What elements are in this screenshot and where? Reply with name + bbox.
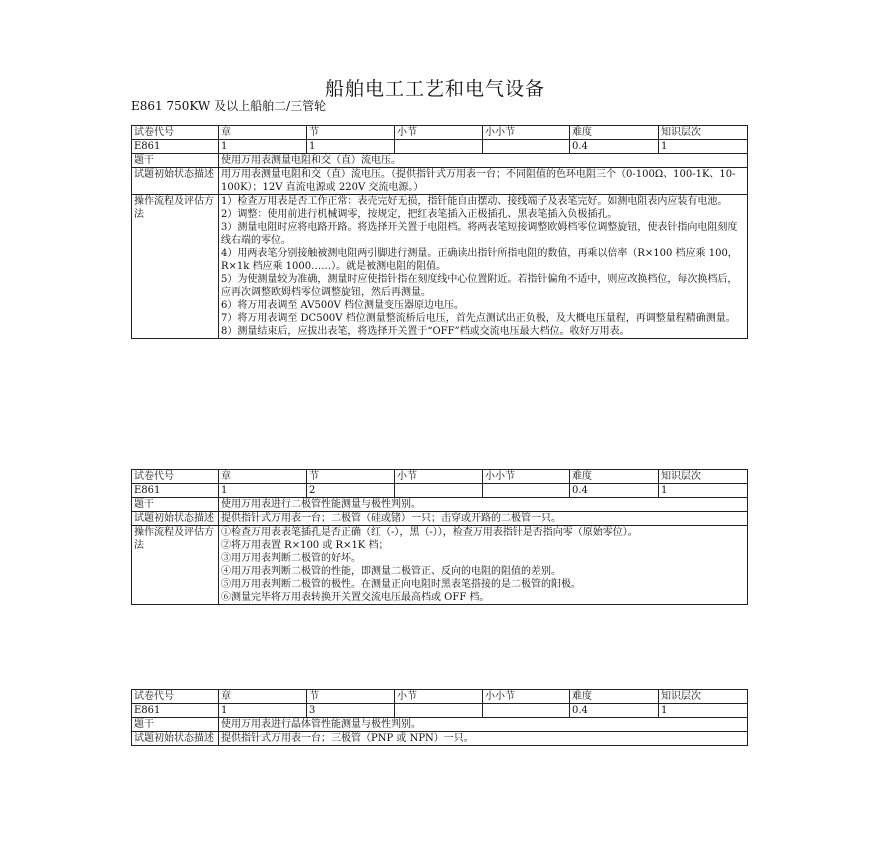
header-cell: 小节 <box>395 690 483 704</box>
step-line: 3）测量电阻时应将电路开路。将选择开关置于电阻档。将两表笔短接调整欧姆档零位调整旋钮，使表针指向电阻刻度线右端的零位。 <box>221 222 738 246</box>
header-cell: 难度 <box>570 470 659 484</box>
step-line: 7）将万用表调至 DC500V 档位测量整流桥后电压，首先点测试出正负极，及大概电压量程，再调整量程精确测量。 <box>221 313 736 324</box>
step-line: ⑤用万用表判断二极管的极性。在测量正向电阻时黑表笔搭接的是二极管的阳极。 <box>221 579 581 590</box>
procedure-label: 操作流程及评估方法 <box>132 195 219 339</box>
header-cell: 小小节 <box>483 126 570 140</box>
header-cell: 知识层次 <box>659 690 748 704</box>
value-cell: 2 <box>307 484 395 498</box>
stem-text: 使用万用表测量电阻和交（直）流电压。 <box>219 154 748 168</box>
header-cell: 章 <box>219 690 307 704</box>
init-text: 提供指针式万用表一台；二极管（硅或锗）一只；击穿或开路的二极管一只。 <box>219 512 748 526</box>
value-cell: 1 <box>307 140 395 154</box>
header-row <box>132 470 748 484</box>
header-cell: 小小节 <box>483 470 570 484</box>
value-row <box>132 484 748 498</box>
value-cell: 1 <box>659 484 748 498</box>
header-cell: 小小节 <box>483 690 570 704</box>
header-cell: 知识层次 <box>659 470 748 484</box>
stem-row <box>132 154 748 168</box>
exam-table-3 <box>131 689 748 746</box>
value-cell <box>483 704 570 718</box>
init-label: 试题初始状态描述 <box>132 168 219 195</box>
init-label: 试题初始状态描述 <box>132 512 219 526</box>
value-cell: E861 <box>132 484 219 498</box>
init-label: 试题初始状态描述 <box>132 732 219 746</box>
step-line: 4）用两表笔分别接触被测电阻两引脚进行测量。正确读出指针所指电阻的数值，再乘以倍率（R×100 档应乘 100，R×1k 档应乘 1000……）。就是被测电阻的阻值。 <box>221 248 738 272</box>
header-cell: 节 <box>307 690 395 704</box>
init-text: 提供指针式万用表一台；三极管（PNP 或 NPN）一只。 <box>219 732 748 746</box>
stem-label: 题干 <box>132 718 219 732</box>
step-line: ②将万用表置 R×100 或 R×1K 档； <box>221 540 389 551</box>
procedure-text <box>219 526 748 605</box>
header-row <box>132 690 748 704</box>
step-line: 8）测量结束后，应拔出表笔，将选择开关置于“OFF”档或交流电压最大档位。收好万用表。 <box>221 326 630 337</box>
stem-text: 使用万用表进行二极管性能测量与极性判别。 <box>219 498 748 512</box>
header-cell: 试卷代号 <box>132 470 219 484</box>
value-cell: 0.4 <box>570 484 659 498</box>
document-subtitle: E861 750KW 及以上船舶二/三管轮 <box>131 99 327 113</box>
header-cell: 节 <box>307 470 395 484</box>
procedure-row <box>132 526 748 605</box>
header-cell: 试卷代号 <box>132 690 219 704</box>
header-cell: 章 <box>219 470 307 484</box>
header-cell: 节 <box>307 126 395 140</box>
value-cell <box>395 484 483 498</box>
procedure-row <box>132 195 748 339</box>
header-cell: 难度 <box>570 126 659 140</box>
procedure-label: 操作流程及评估方法 <box>132 526 219 605</box>
init-text: 用万用表测量电阻和交（直）流电压。（提供指针式万用表一台；不同阻值的色环电阻三个（0-100Ω、100-1K、10-100K）；12V 直流电源或 220V 交流电源。） <box>219 168 748 195</box>
step-line: 1）检查万用表是否工作正常：表壳完好无损，指针能自由摆动、接线端子及表笔完好。如测电阻表内应装有电池。 <box>221 196 728 207</box>
value-cell <box>483 140 570 154</box>
exam-table-1 <box>131 125 748 339</box>
value-cell: 0.4 <box>570 704 659 718</box>
step-line: ⑥测量完毕将万用表转换开关置交流电压最高档或 OFF 档。 <box>221 592 490 603</box>
document-title: 船舶电工工艺和电气设备 <box>324 78 545 100</box>
init-row <box>132 512 748 526</box>
header-cell: 小节 <box>395 126 483 140</box>
value-cell <box>483 484 570 498</box>
value-row <box>132 704 748 718</box>
value-cell: E861 <box>132 704 219 718</box>
step-line: ④用万用表判断二极管的性能，即测量二极管正、反向的电阻的阻值的差别。 <box>221 566 561 577</box>
value-row <box>132 140 748 154</box>
stem-text: 使用万用表进行晶体管性能测量与极性判别。 <box>219 718 748 732</box>
procedure-text <box>219 195 748 339</box>
stem-label: 题干 <box>132 498 219 512</box>
step-line: 6）将万用表调至 AV500V 档位测量变压器原边电压。 <box>221 300 464 311</box>
init-row <box>132 732 748 746</box>
header-cell: 试卷代号 <box>132 126 219 140</box>
stem-row <box>132 498 748 512</box>
step-line: 2）调整：使用前进行机械调零，按规定，把红表笔插入正极插孔、黑表笔插入负极插孔。 <box>221 209 618 220</box>
value-cell: 3 <box>307 704 395 718</box>
value-cell <box>395 140 483 154</box>
stem-label: 题干 <box>132 154 219 168</box>
value-cell: 1 <box>219 484 307 498</box>
value-cell: 1 <box>659 140 748 154</box>
value-cell: 1 <box>219 704 307 718</box>
exam-table-2 <box>131 469 748 605</box>
header-cell: 难度 <box>570 690 659 704</box>
init-row <box>132 168 748 195</box>
value-cell: E861 <box>132 140 219 154</box>
header-cell: 知识层次 <box>659 126 748 140</box>
step-line: ①检查万用表表笔插孔是否正确（红（-），黑（-）），检查万用表指针是否指向零（原始零位）。 <box>221 527 638 538</box>
step-line: ③用万用表判断二极管的好坏。 <box>221 553 361 564</box>
step-line: 5）为使测量较为准确，测量时应使指针指在刻度线中心位置附近。若指针偏角不适中，则应改换档位，每次换档后，应再次调整欧姆档零位调整旋钮，然后再测量。 <box>221 274 738 298</box>
header-row <box>132 126 748 140</box>
value-cell: 1 <box>659 704 748 718</box>
value-cell <box>395 704 483 718</box>
header-cell: 小节 <box>395 470 483 484</box>
value-cell: 1 <box>219 140 307 154</box>
value-cell: 0.4 <box>570 140 659 154</box>
stem-row <box>132 718 748 732</box>
header-cell: 章 <box>219 126 307 140</box>
